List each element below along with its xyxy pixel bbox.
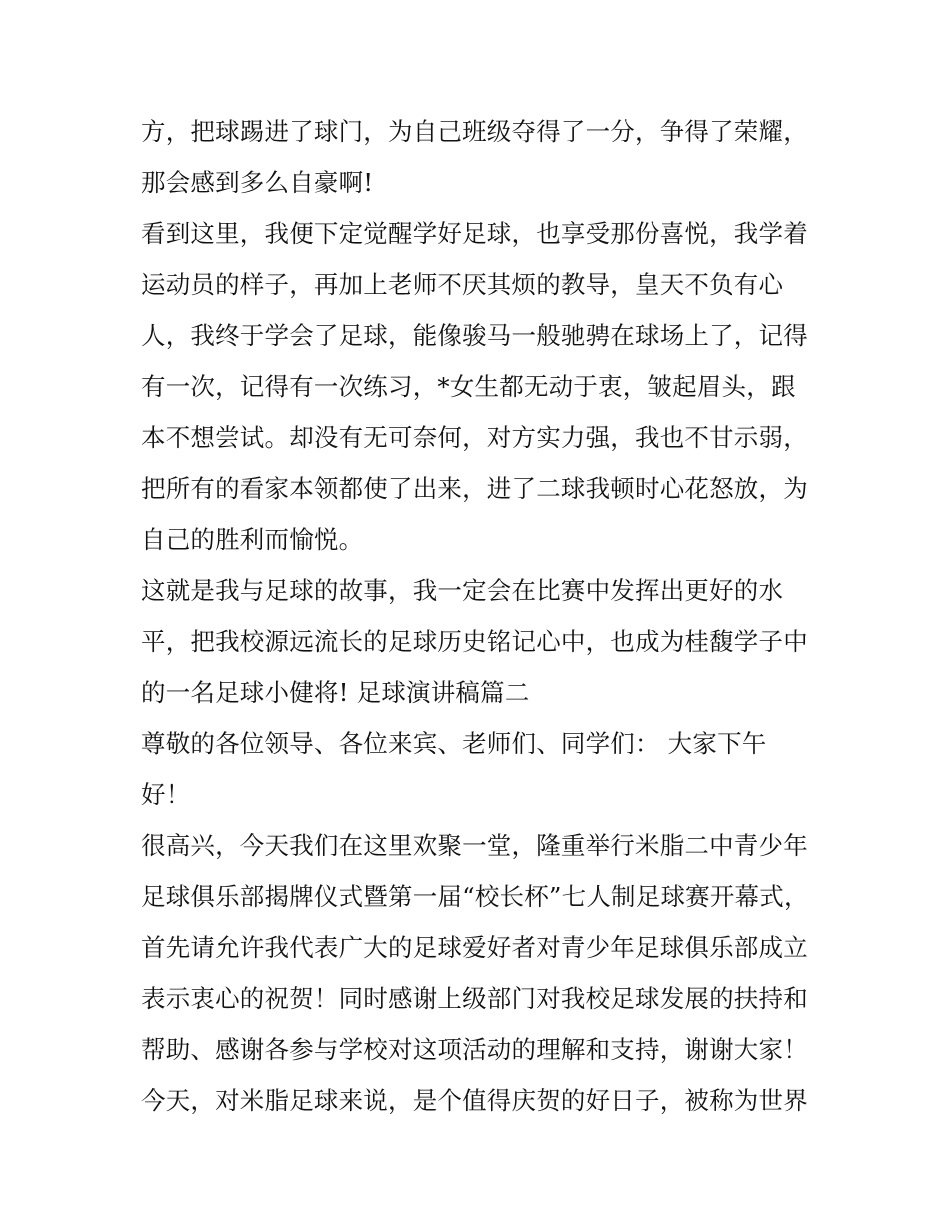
text-line: 运动员的样子，再加上老师不厌其烦的教导，皇天不负有心 — [141, 270, 784, 299]
text-line: 把所有的看家本领都使了出来，进了二球我顿时心花怒放，为 — [141, 474, 808, 503]
text-line: 这就是我与足球的故事，我一定会在比赛中发挥出更好的水 — [141, 576, 784, 605]
text-line: 那会感到多么自豪啊! — [141, 168, 374, 197]
text-line: 很高兴，今天我们在这里欢聚一堂，隆重举行米脂二中青少年 — [141, 831, 808, 860]
text-line: 尊敬的各位领导、各位来宾、老师们、同学们： 大家下午 — [141, 729, 767, 758]
text-line: 帮助、感谢各参与学校对这项活动的理解和支持，谢谢大家！ — [141, 1035, 808, 1064]
text-line: 有一次，记得有一次练习，*女生都无动于衷，皱起眉头，跟 — [141, 372, 796, 401]
text-line: 看到这里，我便下定觉醒学好足球，也享受那份喜悦，我学着 — [141, 219, 808, 248]
text-line: 自己的胜利而愉悦。 — [141, 525, 364, 554]
text-line: 足球俱乐部揭牌仪式暨第一届“校长杯”七人制足球赛开幕式， — [141, 882, 809, 911]
text-line: 好！ — [141, 780, 191, 809]
text-line: 本不想尝试。却没有无可奈何，对方实力强，我也不甘示弱， — [141, 423, 808, 452]
text-line: 的一名足球小健将! 足球演讲稿篇二 — [141, 678, 530, 707]
text-line: 方，把球踢进了球门，为自己班级夺得了一分，争得了荣耀， — [141, 117, 808, 146]
text-line: 人，我终于学会了足球，能像骏马一般驰骋在球场上了，记得 — [141, 321, 808, 350]
text-line: 首先请允许我代表广大的足球爱好者对青少年足球俱乐部成立 — [141, 933, 808, 962]
text-line: 表示衷心的祝贺！同时感谢上级部门对我校足球发展的扶持和 — [141, 984, 808, 1013]
text-line: 今天，对米脂足球来说，是个值得庆贺的好日子，被称为世界 — [141, 1086, 808, 1115]
text-line: 平，把我校源远流长的足球历史铭记心中，也成为桂馥学子中 — [141, 627, 808, 656]
